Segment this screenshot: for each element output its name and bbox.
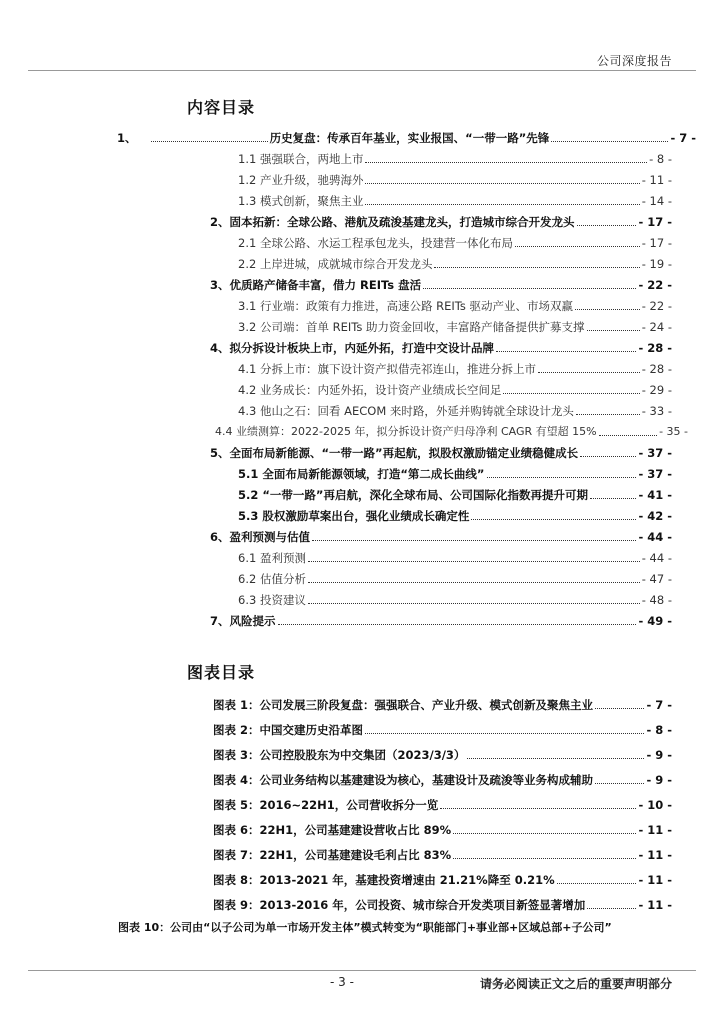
toc-entry-page: - 17 - [641,236,672,250]
toc-entry[interactable] [238,172,672,188]
toc-entry[interactable] [210,445,672,461]
toc-entry-text: 历史复盘：传承百年基业，实业报国、“一带一路”先锋 [269,131,550,145]
figure-entry[interactable] [213,847,672,863]
toc-title: 内容目录 [187,98,256,117]
toc-entry-text: 3、优质路产储备丰富，借力 REITs 盘活 [210,278,422,292]
toc-entry-page: - 14 - [641,194,672,208]
toc-leader [580,456,636,457]
toc-leader [151,141,268,142]
toc-entry-page: - 42 - [638,509,672,523]
toc-entry[interactable] [238,487,672,503]
toc-entry[interactable] [210,529,672,545]
figure-entry-page: - 11 - [638,898,672,912]
toc-entry-text: 2.2 上岸进城，成就城市综合开发龙头 [238,257,433,271]
toc-leader [278,624,637,625]
toc-entry-text: 3.1 行业端：政策有力推进，高速公路 REITs 驱动产业、市场双赢 [238,299,574,313]
toc-entry[interactable] [238,550,672,566]
toc-entry[interactable] [238,508,672,524]
toc-entry-text: 4.3 他山之石：回看 AECOM 来时路，外延并购铸就全球设计龙头 [238,404,574,418]
figure-entry-page: - 9 - [646,773,672,787]
toc-leader [576,414,640,415]
figure-entry-text: 图表 7：22H1，公司基建建设毛利占比 83% [213,848,452,862]
toc-leader [434,267,639,268]
toc-leader [453,833,636,834]
toc-entry[interactable] [238,256,672,272]
toc-leader [590,498,636,499]
toc-entry-text: 6、盈利预测与估值 [210,530,311,544]
header-rule [28,70,696,71]
toc-entry-page: - 28 - [641,362,672,376]
figure-entry-text: 图表 8：2013-2021 年，基建投资增速由 21.21%降至 0.21% [213,873,555,887]
figure-entry-page: - 11 - [638,848,672,862]
figure-entry-text: 图表 5：2016~22H1，公司营收拆分一览 [213,798,439,812]
figure-entry[interactable] [118,920,696,936]
figure-entry-page: - 9 - [646,748,672,762]
toc-entry[interactable] [238,298,672,314]
toc-entry-number: 1、 [117,131,137,145]
toc-entry[interactable] [117,130,696,146]
toc-entry-text: 1.1 强强联合，两地上市 [238,152,364,166]
toc-entry-text: 6.2 估值分析 [238,572,306,586]
toc-leader [467,758,644,759]
figure-entry-page: - 7 - [646,698,672,712]
toc-entry[interactable] [238,382,672,398]
toc-entry-page: - 8 - [649,152,672,166]
toc-entry-text: 4、拟分拆设计板块上市，内延外拓，打造中交设计品牌 [210,341,494,355]
toc-entry-page: - 33 - [641,404,672,418]
toc-entry-page: - 19 - [641,257,672,271]
figure-entry-page: - 11 - [638,873,672,887]
toc-entry[interactable] [215,424,688,440]
toc-leader [551,141,668,142]
figure-entry[interactable] [213,747,672,763]
toc-entry[interactable] [210,340,672,356]
toc-leader [577,225,637,226]
figure-entry-page: - 8 - [646,723,672,737]
footer-disclaimer: 请务必阅读正文之后的重要声明部分 [479,977,672,991]
toc-entry[interactable] [238,403,672,419]
toc-entry-page: - 37 - [638,446,672,460]
toc-leader [365,204,639,205]
toc-entry-page: - 44 - [638,530,672,544]
toc-entry-page: - 24 - [641,320,672,334]
toc-leader [365,183,639,184]
toc-entry[interactable] [238,319,672,335]
toc-leader [453,858,636,859]
figure-entry-text: 图表 2：中国交建历史沿革图 [213,723,364,737]
toc-leader [503,393,639,394]
figure-entry[interactable] [213,722,672,738]
toc-leader [595,708,644,709]
figure-entry[interactable] [213,772,672,788]
toc-entry[interactable] [210,214,672,230]
figure-entry-text: 图表 6：22H1，公司基建建设营收占比 89% [213,823,452,837]
figure-entry[interactable] [213,897,672,913]
toc-leader [496,351,636,352]
toc-leader [587,908,636,909]
toc-entry-page: - 47 - [641,572,672,586]
toc-leader [599,435,658,436]
figure-entry-text: 图表 9：2013-2016 年，公司投资、城市综合开发类项目新签显著增加 [213,898,586,912]
toc-leader [312,540,636,541]
toc-entry[interactable] [238,361,672,377]
toc-entry-page: - 48 - [641,593,672,607]
toc-entry[interactable] [238,235,672,251]
toc-leader [575,309,640,310]
toc-entry-text: 1.3 模式创新，聚焦主业 [238,194,364,208]
toc-entry-text: 3.2 公司端：首单 REITs 助力资金回收，丰富路产储备提供扩募支撑 [238,320,585,334]
toc-leader [308,582,640,583]
toc-entry[interactable] [238,592,672,608]
toc-entry-text: 4.2 业务成长：内延外拓，设计资产业绩成长空间足 [238,383,502,397]
header-label: 公司深度报告 [596,54,672,68]
toc-entry-text: 5、全面布局新能源、“一带一路”再起航，拟股权激励锚定业绩稳健成长 [210,446,579,460]
toc-entry[interactable] [238,151,672,167]
toc-entry-page: - 35 - [659,425,688,438]
footer-rule [28,970,696,971]
figure-entry-text: 图表 10：公司由“以子公司为单一市场开发主体”模式转变为“职能部门+事业部+区域总部+子公司” [118,921,612,934]
toc-entry-page: - 22 - [638,278,672,292]
toc-entry-text: 2、固本拓新：全球公路、港航及疏浚基建龙头，打造城市综合开发龙头 [210,215,575,229]
toc-entry-text: 5.3 股权激励草案出台，强化业绩成长确定性 [238,509,470,523]
toc-entry-text: 6.3 投资建议 [238,593,306,607]
toc-entry-page: - 22 - [641,299,672,313]
toc-entry-page: - 44 - [641,551,672,565]
figure-entry[interactable] [213,872,672,888]
toc-leader [365,162,647,163]
toc-leader [515,246,640,247]
figure-entry[interactable] [213,822,672,838]
toc-entry-text: 4.4 业绩测算：2022-2025 年，拟分拆设计资产归母净利 CAGR 有望超 15% [215,425,597,438]
figure-entry-text: 图表 3：公司控股股东为中交集团（2023/3/3） [213,748,466,762]
toc-leader [365,733,644,734]
toc-entry-text: 6.1 盈利预测 [238,551,306,565]
figure-entry-text: 图表 1：公司发展三阶段复盘：强强联合、产业升级、模式创新及聚焦主业 [213,698,594,712]
toc-entry-page: - 28 - [638,341,672,355]
toc-entry-page: - 37 - [638,467,672,481]
toc-entry-page: - 11 - [641,173,672,187]
toc-leader [487,477,637,478]
toc-leader [471,519,636,520]
toc-entry-text: 4.1 分拆上市：旗下设计资产拟借壳祁连山，推进分拆上市 [238,362,536,376]
toc-entry-page: - 17 - [638,215,672,229]
toc-entry-page: - 49 - [638,614,672,628]
toc-entry-text: 1.2 产业升级，驰骋海外 [238,173,364,187]
toc-leader [587,330,640,331]
toc-entry[interactable] [210,277,672,293]
figure-entry-page: - 10 - [638,798,672,812]
toc-entry[interactable] [238,466,672,482]
toc-leader [538,372,640,373]
toc-entry[interactable] [238,571,672,587]
toc-entry-text: 5.1 全面布局新能源领域，打造“第二成长曲线” [238,467,485,481]
toc-entry[interactable] [238,193,672,209]
toc-leader [595,783,644,784]
toc-entry-page: - 7 - [670,131,697,145]
toc-leader [423,288,636,289]
toc-leader [440,808,636,809]
toc-entry-page: - 29 - [641,383,672,397]
figure-entry-page: - 11 - [638,823,672,837]
figure-entry[interactable] [213,797,672,813]
toc-leader [308,561,640,562]
toc-entry-text: 7、风险提示 [210,614,276,628]
figures-title: 图表目录 [187,663,256,682]
page-number: - 3 - [330,975,354,989]
toc-entry-text: 2.1 全球公路、水运工程承包龙头，投建营一体化布局 [238,236,513,250]
toc-entry-page: - 41 - [638,488,672,502]
toc-leader [557,883,637,884]
figure-entry[interactable] [213,697,672,713]
toc-entry-text: 5.2 “一带一路”再启航，深化全球布局、公司国际化指数再提升可期 [238,488,588,502]
figure-entry-text: 图表 4：公司业务结构以基建建设为核心，基建设计及疏浚等业务构成辅助 [213,773,594,787]
toc-leader [308,603,640,604]
toc-entry[interactable] [210,613,672,629]
